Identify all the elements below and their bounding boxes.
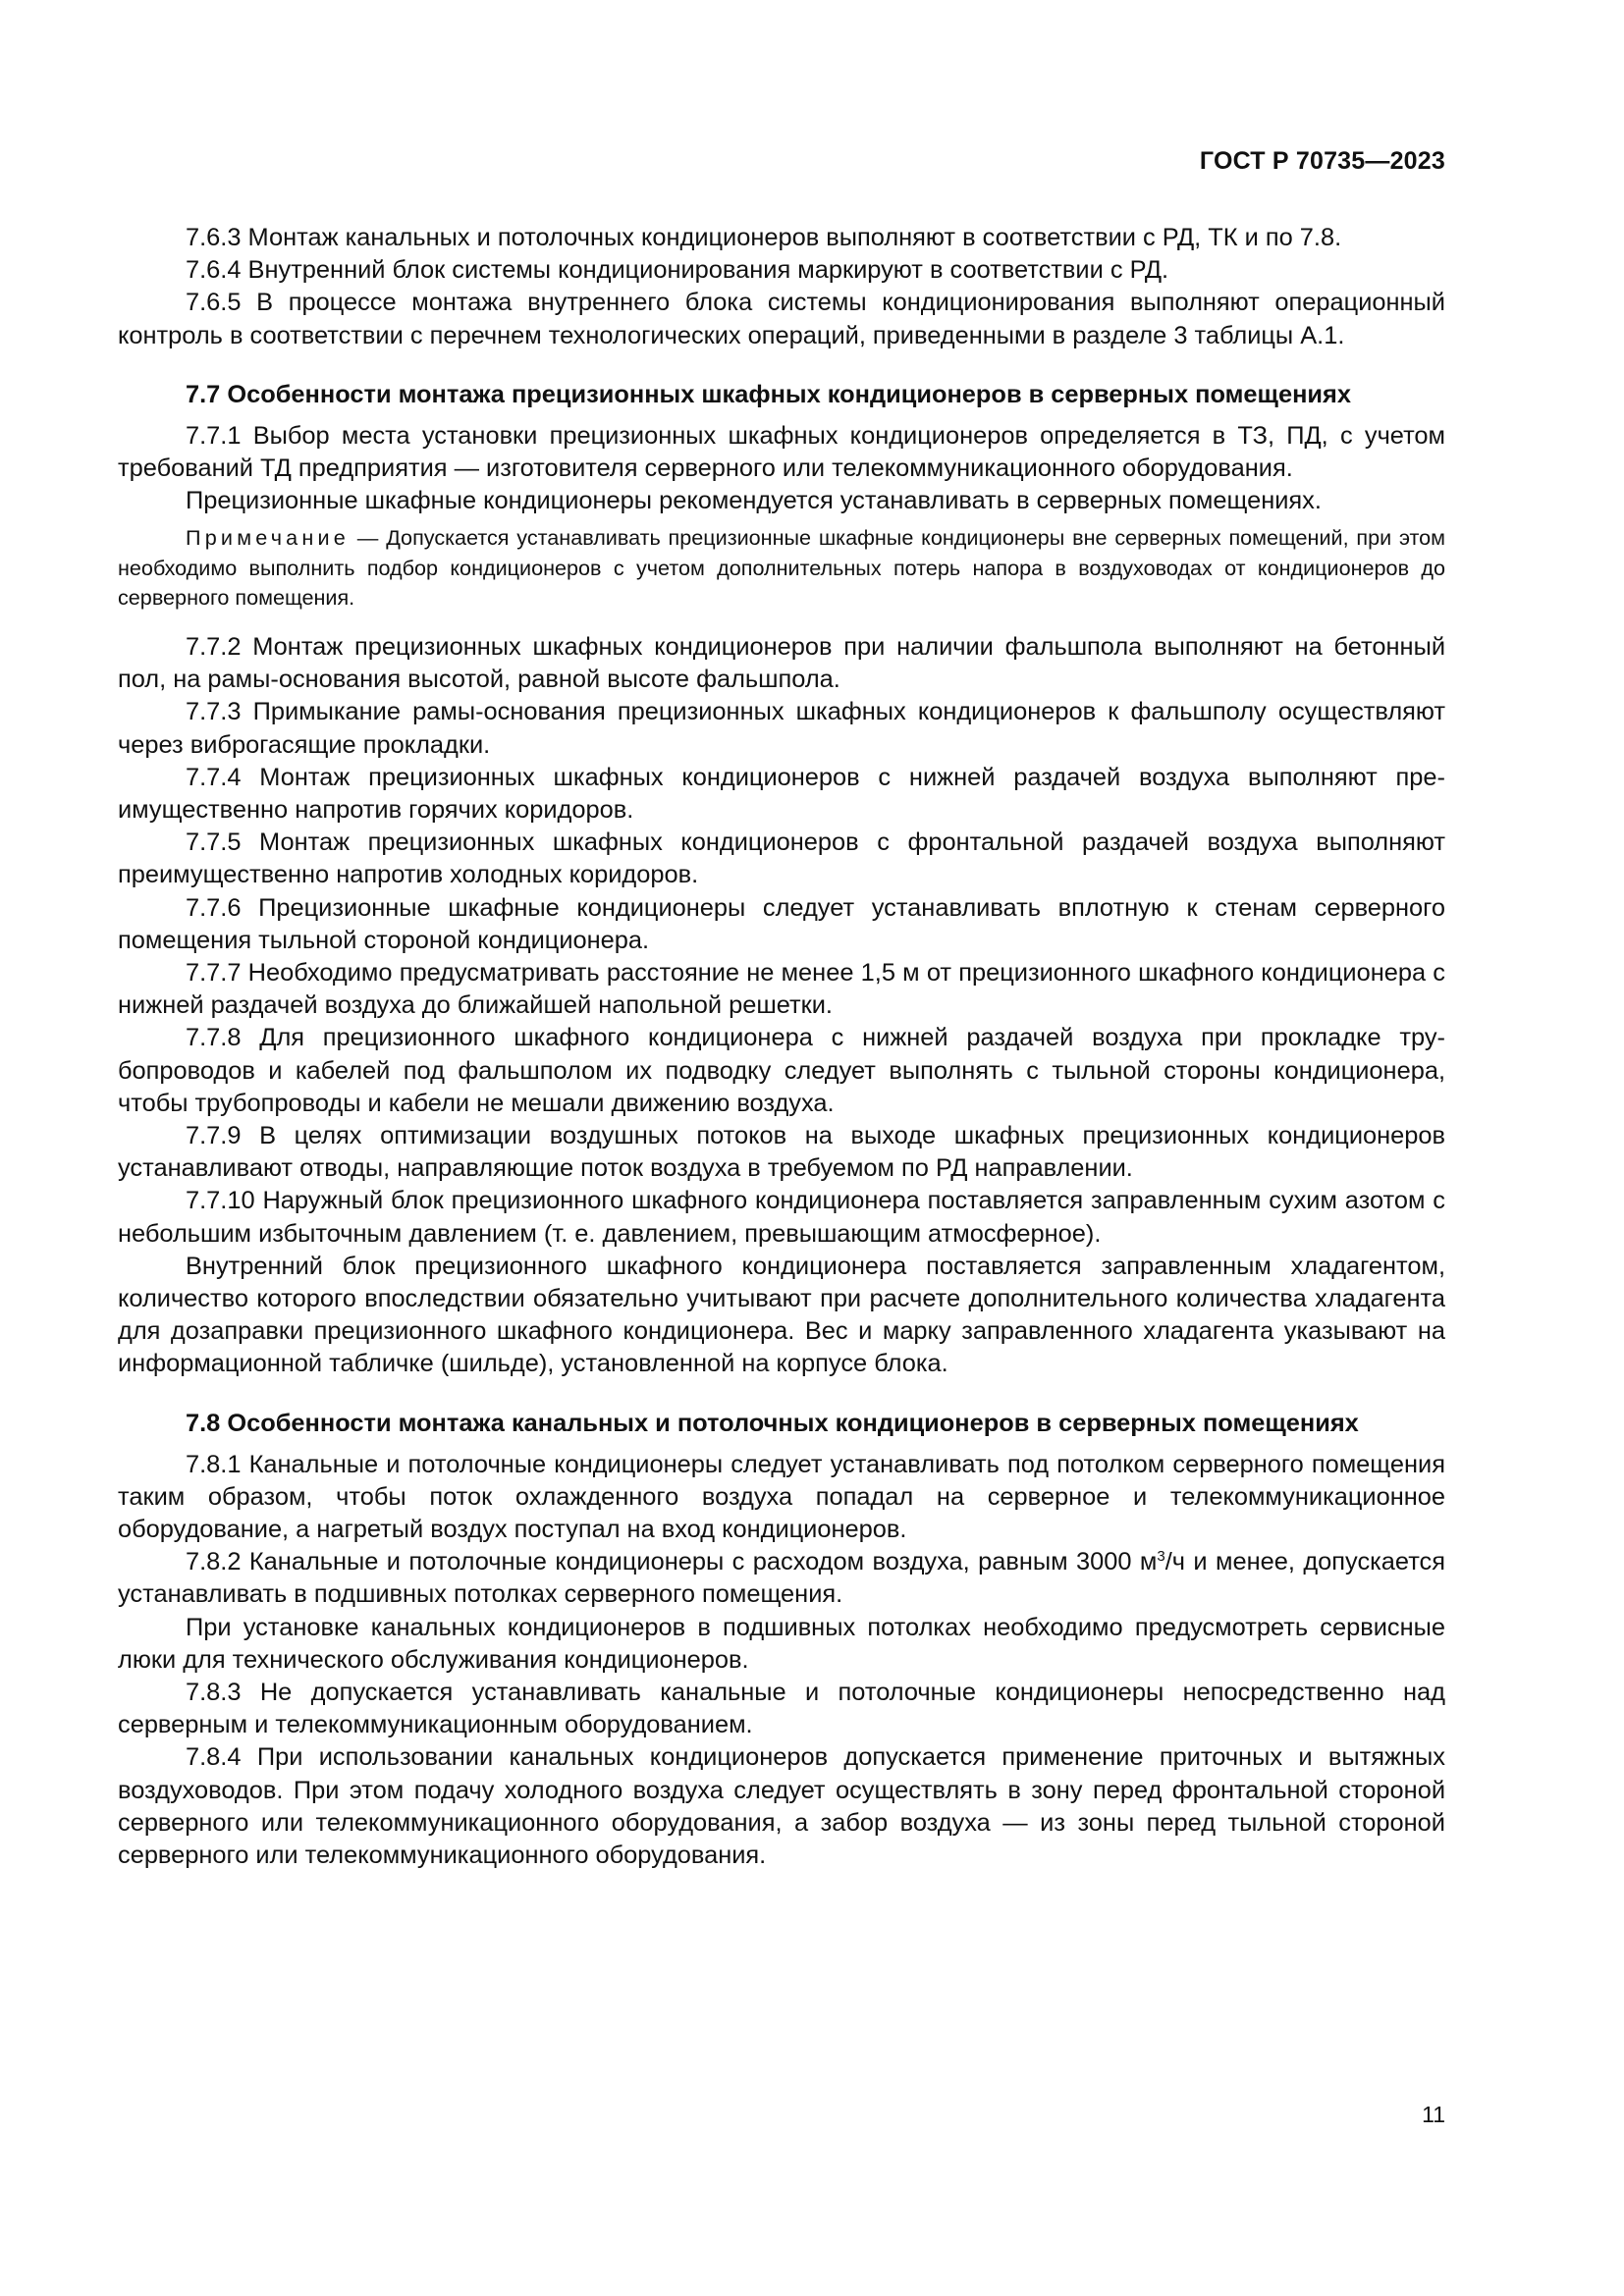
note xyxy=(118,523,1445,614)
section-heading-7-8: 7.8 Особенности монтажа канальных и потолочных кондиционеров в серверных помещениях xyxy=(186,1409,1359,1437)
clause-7-8-2-continuation: При установке канальных кондиционеров в подшивных потолках необходимо предусмотреть сервисные люки для технического обслуживания кондиционеров. xyxy=(118,1613,1445,1674)
superscript-3: 3 xyxy=(1157,1548,1165,1566)
clause-7-7-4: 7.7.4 Монтаж прецизионных шкафных кондиционеров с нижней раздачей воздуха выполняют преимущественно напротив горячих коридоров. xyxy=(118,763,1445,824)
clause-7-7-7: 7.7.7 Необходимо предусматривать расстояние не менее 1,5 м от прецизионного шкафного кондиционера с нижней раздачей воздуха до ближайшей напольной решетки. xyxy=(118,958,1445,1020)
clause-7-7-6: 7.7.6 Прецизионные шкафные кондиционеры следует устанавливать вплотную к стенам серверного помещения тыльной стороной кондиционера. xyxy=(118,893,1445,954)
clause-7-8-2-text-end: /ч и менее, допускается устанавливать в подшивных потолках серверного помещения. xyxy=(118,1548,1445,1609)
section-heading-7-7: 7.7 Особенности монтажа прецизионных шкафных кондиционеров в серверных помещениях xyxy=(186,380,1351,408)
clause-7-6-4: 7.6.4 Внутренний блок системы кондиционирования маркируют в соответствии с РД. xyxy=(186,256,1169,285)
clause-7-7-5: 7.7.5 Монтаж прецизионных шкафных кондиционеров с фронтальной раздачей воздуха выполняют преимущественно напротив холодных коридоров. xyxy=(118,828,1445,889)
clause-7-7-2: 7.7.2 Монтаж прецизионных шкафных кондиционеров при наличии фальшпола выполняют на бетонный пол, на рамы-основания высотой, равной высоте фальшпола. xyxy=(118,632,1445,694)
clause-7-7-9: 7.7.9 В целях оптимизации воздушных потоков на выходе шкафных прецизионных кондиционеров устанавливают отводы, направляющие поток воздуха в требуемом по РД направлении. xyxy=(118,1121,1445,1183)
note-text: — Допускается устанавливать прецизионные шкафные кондиционеры вне серверных помещений, при этом необходимо выполнить подбор кондиционеров с учетом дополнительных потерь напора в воздуховодах от кондиционеров до серверного помещения. xyxy=(118,525,1445,611)
clause-7-7-3: 7.7.3 Примыкание рамы-основания прецизионных шкафных кондиционеров к фальшполу осуществляют через виброгасящие прокладки. xyxy=(118,698,1445,759)
clause-7-6-3: 7.6.3 Монтаж канальных и потолочных кондиционеров выполняют в соответствии с РД, ТК и по 7.8. xyxy=(186,224,1342,251)
document-id-header: ГОСТ Р 70735—2023 xyxy=(1199,147,1445,175)
clause-7-7-8: 7.7.8 Для прецизионного шкафного кондиционера с нижней раздачей воздуха при прокладке трубопроводов и кабелей под фальшполом их подводку следует выполнять с тыльной стороны кондиционера, чтобы трубопроводы и кабели не мешали движению воздуха. xyxy=(118,1024,1445,1117)
clause-7-8-2-text-start: 7.8.2 Канальные и потолочные кондиционеры с расходом воздуха, равным 3000 м xyxy=(186,1548,1158,1576)
clause-7-8-1: 7.8.1 Канальные и потолочные кондиционеры следует устанавливать под потолком серверного помещения таким образом, чтобы поток охлажденного воздуха попадал на серверное и телекоммуникационное оборудование, а нагретый воздух поступал на вход кондиционеров. xyxy=(118,1450,1445,1543)
clause-7-6-5: 7.6.5 В процессе монтажа внутреннего блока системы кондиционирования выполняют операционный контроль в соответствии с перечнем технологических операций, приведенными в разделе 3 таблицы А.1. xyxy=(118,289,1445,349)
clause-7-7-1: 7.7.1 Выбор места установки прецизионных шкафных кондиционеров определяется в ТЗ, ПД, с учетом требований ТД предприятия — изготовителя серверного или телекоммуникационного оборудования. xyxy=(118,421,1445,483)
clause-7-7-1-continuation: Прецизионные шкафные кондиционеры рекомендуется устанавливать в серверных помещениях. xyxy=(186,487,1322,515)
clause-7-7-10: 7.7.10 Наружный блок прецизионного шкафного кондиционера поставляется заправленным сухим азотом с небольшим избыточным давлением (т. е. давлением, превышающим атмосферное). xyxy=(118,1187,1445,1248)
clause-7-8-4: 7.8.4 При использовании канальных кондиционеров допускается применение приточных и вытяжных воздуховодов. При этом подачу холодного воздуха следует осуществлять в зону перед фронтальной стороной серверного или телекоммуникационного оборудования, а забор воздуха — из зоны перед тыльной стороной серверного или телекоммуникационного оборудования. xyxy=(118,1743,1445,1870)
page-number: 11 xyxy=(1422,2102,1445,2127)
clause-7-8-3: 7.8.3 Не допускается устанавливать канальные и потолочные кондиционеры непосредственно над серверным и телекоммуникационным оборудованием. xyxy=(118,1679,1445,1739)
clause-7-7-10-continuation: Внутренний блок прецизионного шкафного кондиционера поставляется заправленным хладагентом, количество которого впоследствии обязательно учитывают при расчете дополнительного количества хладагента для дозаправки прецизионного шкафного кондиционера. Вес и марку заправленного хладагента указывают на информационной табличке (шильде), установленной на корпусе блока. xyxy=(118,1252,1445,1378)
document-body xyxy=(118,222,1445,1872)
note-label: Примечание xyxy=(186,525,350,551)
clause-7-8-2 xyxy=(118,1546,1445,1611)
